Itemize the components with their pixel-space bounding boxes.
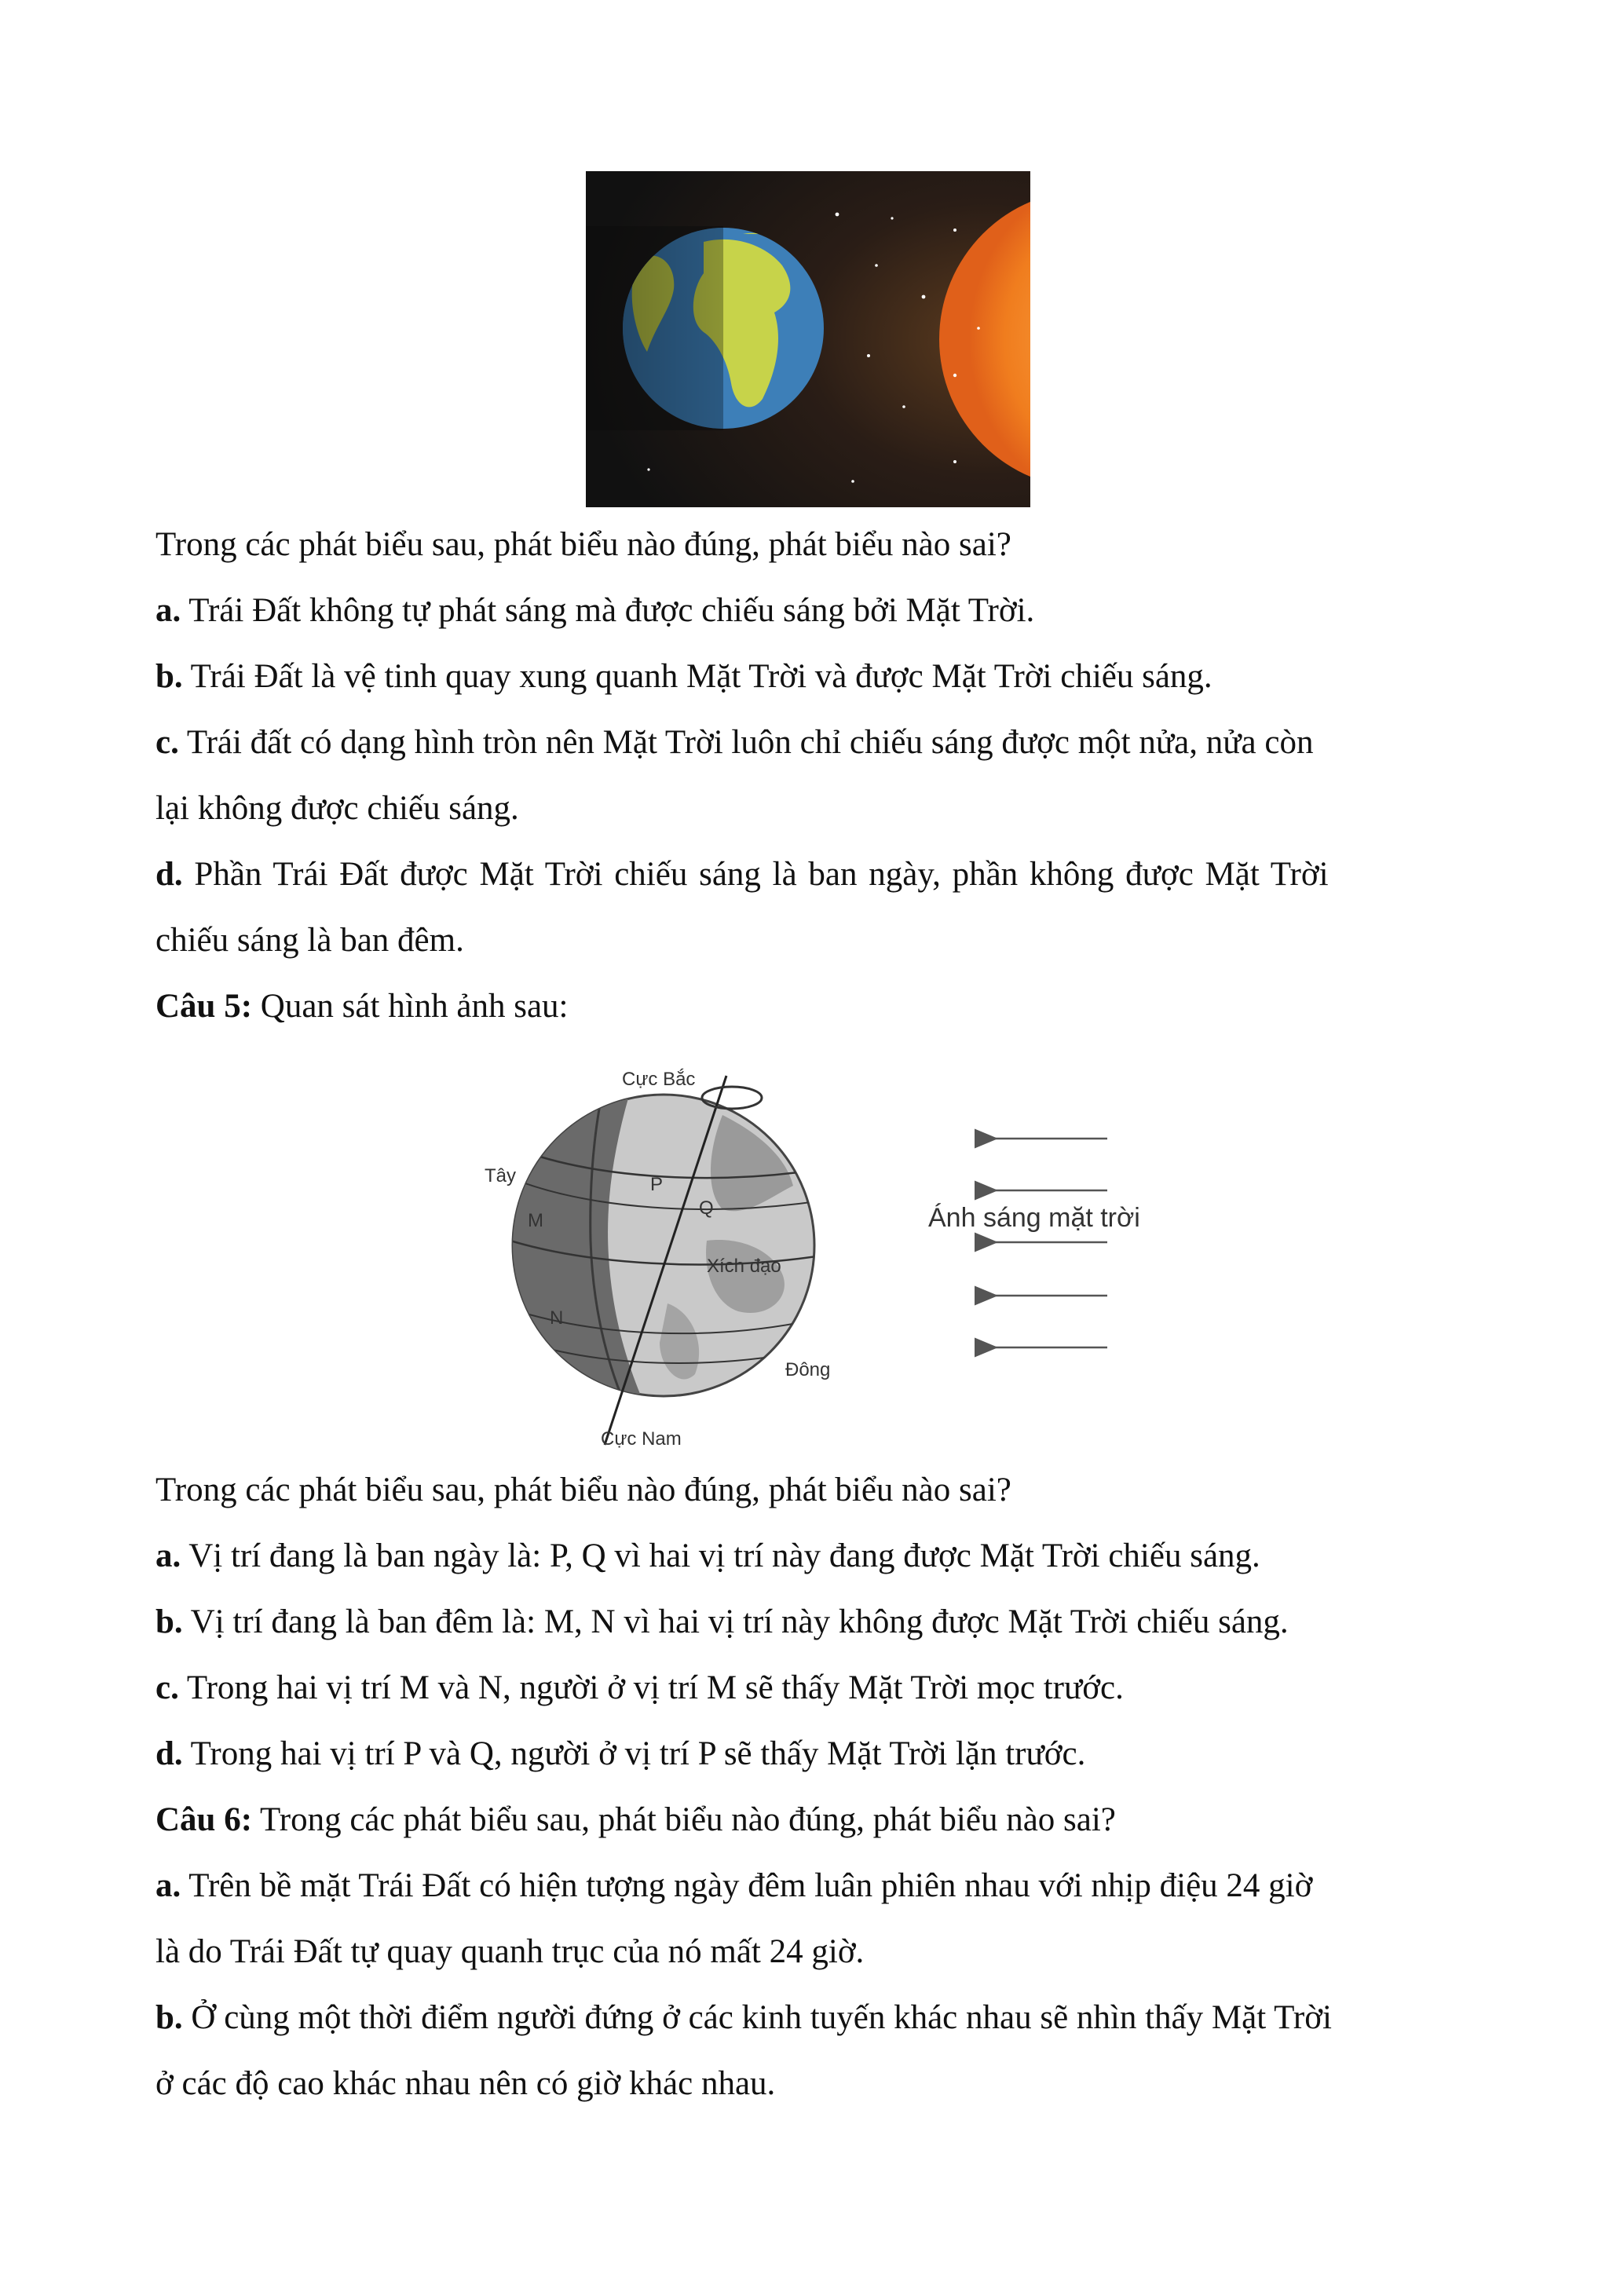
q4-item-c-continued: lại không được chiếu sáng. <box>155 790 519 827</box>
q5-heading: Câu 5: Quan sát hình ảnh sau: <box>155 988 569 1025</box>
point-p: P <box>650 1174 664 1195</box>
q4-item-d: d. Phần Trái Đất được Mặt Trời chiếu sáng là ban ngày, phần không được Mặt Trời <box>155 856 1329 893</box>
sunlight-label: Ánh sáng mặt trời <box>928 1203 1140 1233</box>
q5-item-c: c. Trong hai vị trí M và N, người ở vị trí M sẽ thấy Mặt Trời mọc trước. <box>155 1669 1124 1706</box>
day-night-globe-diagram <box>471 1060 1178 1453</box>
q5-item-b: b. Vị trí đang là ban đêm là: M, N vì hai vị trí này không được Mặt Trời chiếu sáng. <box>155 1603 1289 1640</box>
q4-item-b: b. Trái Đất là vệ tinh quay xung quanh Mặt Trời và được Mặt Trời chiếu sáng. <box>155 658 1213 695</box>
q4-item-d-continued: chiếu sáng là ban đêm. <box>155 922 464 959</box>
q5-item-d: d. Trong hai vị trí P và Q, người ở vị trí P sẽ thấy Mặt Trời lặn trước. <box>155 1735 1086 1772</box>
point-m: M <box>528 1210 543 1231</box>
q5-prompt: Trong các phát biểu sau, phát biểu nào đúng, phát biểu nào sai? <box>155 1472 1011 1508</box>
q6-heading: Câu 6: Trong các phát biểu sau, phát biểu nào đúng, phát biểu nào sai? <box>155 1801 1116 1838</box>
point-q: Q <box>699 1197 714 1219</box>
north-pole-label: Cực Bắc <box>622 1069 696 1090</box>
earth-sun-illustration <box>586 171 1030 507</box>
q5-item-a: a. Vị trí đang là ban ngày là: P, Q vì hai vị trí này đang được Mặt Trời chiếu sáng. <box>155 1537 1260 1574</box>
q6-item-a-continued: là do Trái Đất tự quay quanh trục của nó mất 24 giờ. <box>155 1933 865 1970</box>
south-pole-label: Cực Nam <box>601 1428 682 1450</box>
q6-item-b-continued: ở các độ cao khác nhau nên có giờ khác nhau. <box>155 2065 776 2102</box>
point-n: N <box>550 1307 564 1329</box>
equator-label: Xích đạo <box>707 1256 781 1277</box>
q4-item-a: a. Trái Đất không tự phát sáng mà được chiếu sáng bởi Mặt Trời. <box>155 592 1035 629</box>
west-label: Tây <box>485 1165 517 1186</box>
q6-item-b: b. Ở cùng một thời điểm người đứng ở các kinh tuyến khác nhau sẽ nhìn thấy Mặt Trời <box>155 1999 1332 2036</box>
q4-prompt: Trong các phát biểu sau, phát biểu nào đúng, phát biểu nào sai? <box>155 526 1011 563</box>
sunlight-arrows <box>994 1139 1107 1347</box>
q4-item-c: c. Trái đất có dạng hình tròn nên Mặt Trời luôn chỉ chiếu sáng được một nửa, nửa còn <box>155 724 1314 761</box>
globe <box>471 1060 817 1445</box>
east-label: Đông <box>785 1359 831 1380</box>
q6-item-a: a. Trên bề mặt Trái Đất có hiện tượng ngày đêm luân phiên nhau với nhịp điệu 24 giờ <box>155 1867 1313 1904</box>
